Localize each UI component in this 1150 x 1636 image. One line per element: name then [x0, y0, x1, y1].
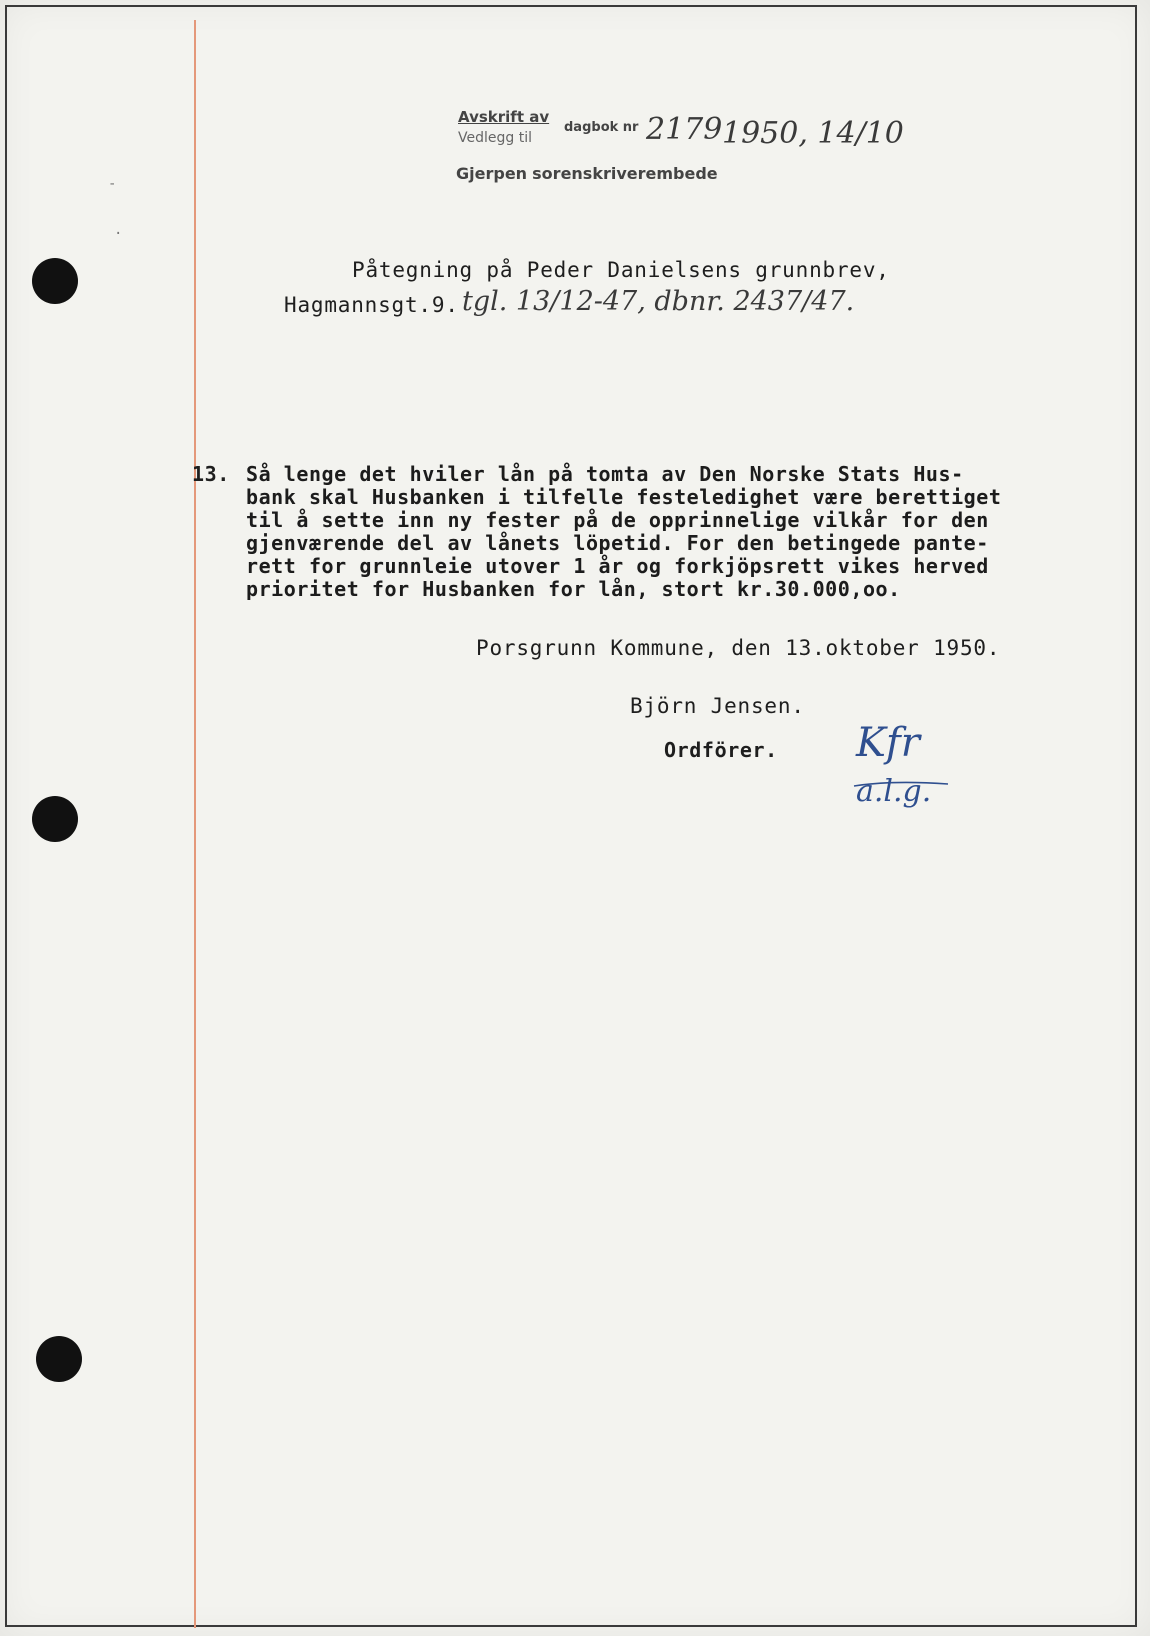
- stamp-office-place: Gjerpen: [456, 164, 528, 183]
- paragraph-line: gjenværende del av lånets löpetid. For den betingede pante-: [246, 531, 989, 555]
- heading-line-1: Påtegning på Peder Danielsens grunnbrev,: [352, 258, 890, 282]
- signatory-title: Ordförer.: [664, 738, 778, 762]
- stamp-office-name: sorenskriverembede: [532, 164, 718, 183]
- paragraph: [246, 462, 1001, 600]
- paragraph-line: rett for grunnleie utover 1 år og forkjöpsrett vikes herved: [246, 554, 989, 578]
- stamp-vedlegg: Vedlegg til: [458, 130, 532, 146]
- margin-rule: [194, 20, 196, 1628]
- stamp-dagbok: dagbok nr: [564, 120, 639, 135]
- handwritten-dagbok-number: 2179: [646, 112, 723, 147]
- handwritten-year-date: 1950, 14/10: [722, 116, 904, 151]
- paragraph-line: bank skal Husbanken i tilfelle festeledighet være berettiget: [246, 485, 1002, 509]
- signatory-name: Björn Jensen.: [630, 694, 805, 718]
- initials-underline: [852, 780, 952, 790]
- paragraph-line: til å sette inn ny fester på de opprinnelige vilkår for den: [246, 508, 989, 532]
- handwritten-tgl-note: tgl. 13/12-47, dbnr. 2437/47.: [462, 286, 855, 317]
- handwritten-initials-bottom: a.l.g.: [856, 774, 932, 809]
- item-number: 13.: [192, 462, 230, 486]
- heading-line-2: Hagmannsgt.9.: [284, 293, 459, 317]
- scan-border: [5, 5, 1137, 1627]
- stamp-avskrift: Avskrift av: [458, 108, 550, 126]
- margin-mark: -: [108, 176, 117, 192]
- punch-hole-top: [32, 258, 78, 304]
- punch-hole-middle: [32, 796, 78, 842]
- punch-hole-bottom: [36, 1336, 82, 1382]
- handwritten-initials-top: Kfr: [856, 720, 920, 766]
- paragraph-line: prioritet for Husbanken for lån, stort kr.30.000,oo.: [246, 577, 901, 601]
- stamp-office: [456, 164, 718, 183]
- paragraph-line: Så lenge det hviler lån på tomta av Den Norske Stats Hus-: [246, 462, 964, 486]
- margin-mark: ·: [114, 226, 123, 242]
- place-date: Porsgrunn Kommune, den 13.oktober 1950.: [476, 636, 1001, 660]
